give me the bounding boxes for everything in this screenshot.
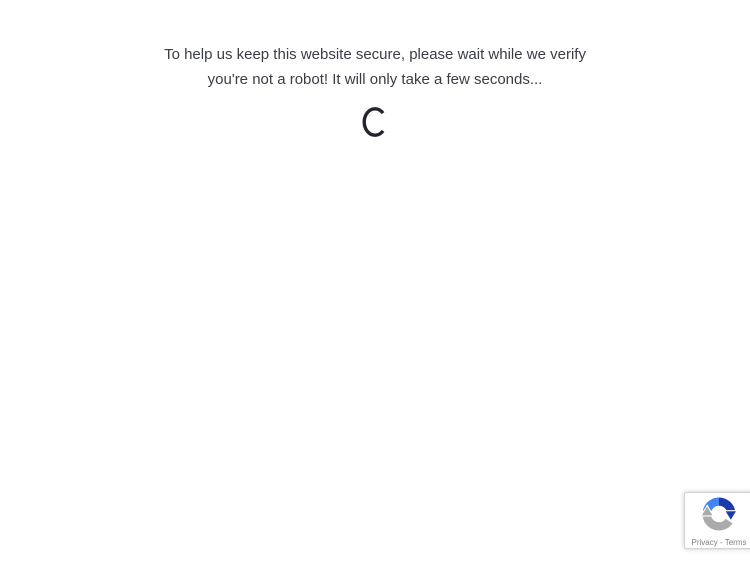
recaptcha-logo-darkblue-arrowhead [725, 511, 737, 521]
loading-spinner-icon [360, 104, 390, 140]
recaptcha-privacy-terms[interactable]: Privacy - Terms [691, 538, 747, 547]
spinner-container [0, 104, 750, 145]
recaptcha-badge[interactable] [684, 492, 750, 549]
recaptcha-logo-icon [701, 496, 737, 532]
verification-message: To help us keep this website secure, please wait while we verify you're not a robot! It will only take a few seconds... [164, 46, 586, 88]
